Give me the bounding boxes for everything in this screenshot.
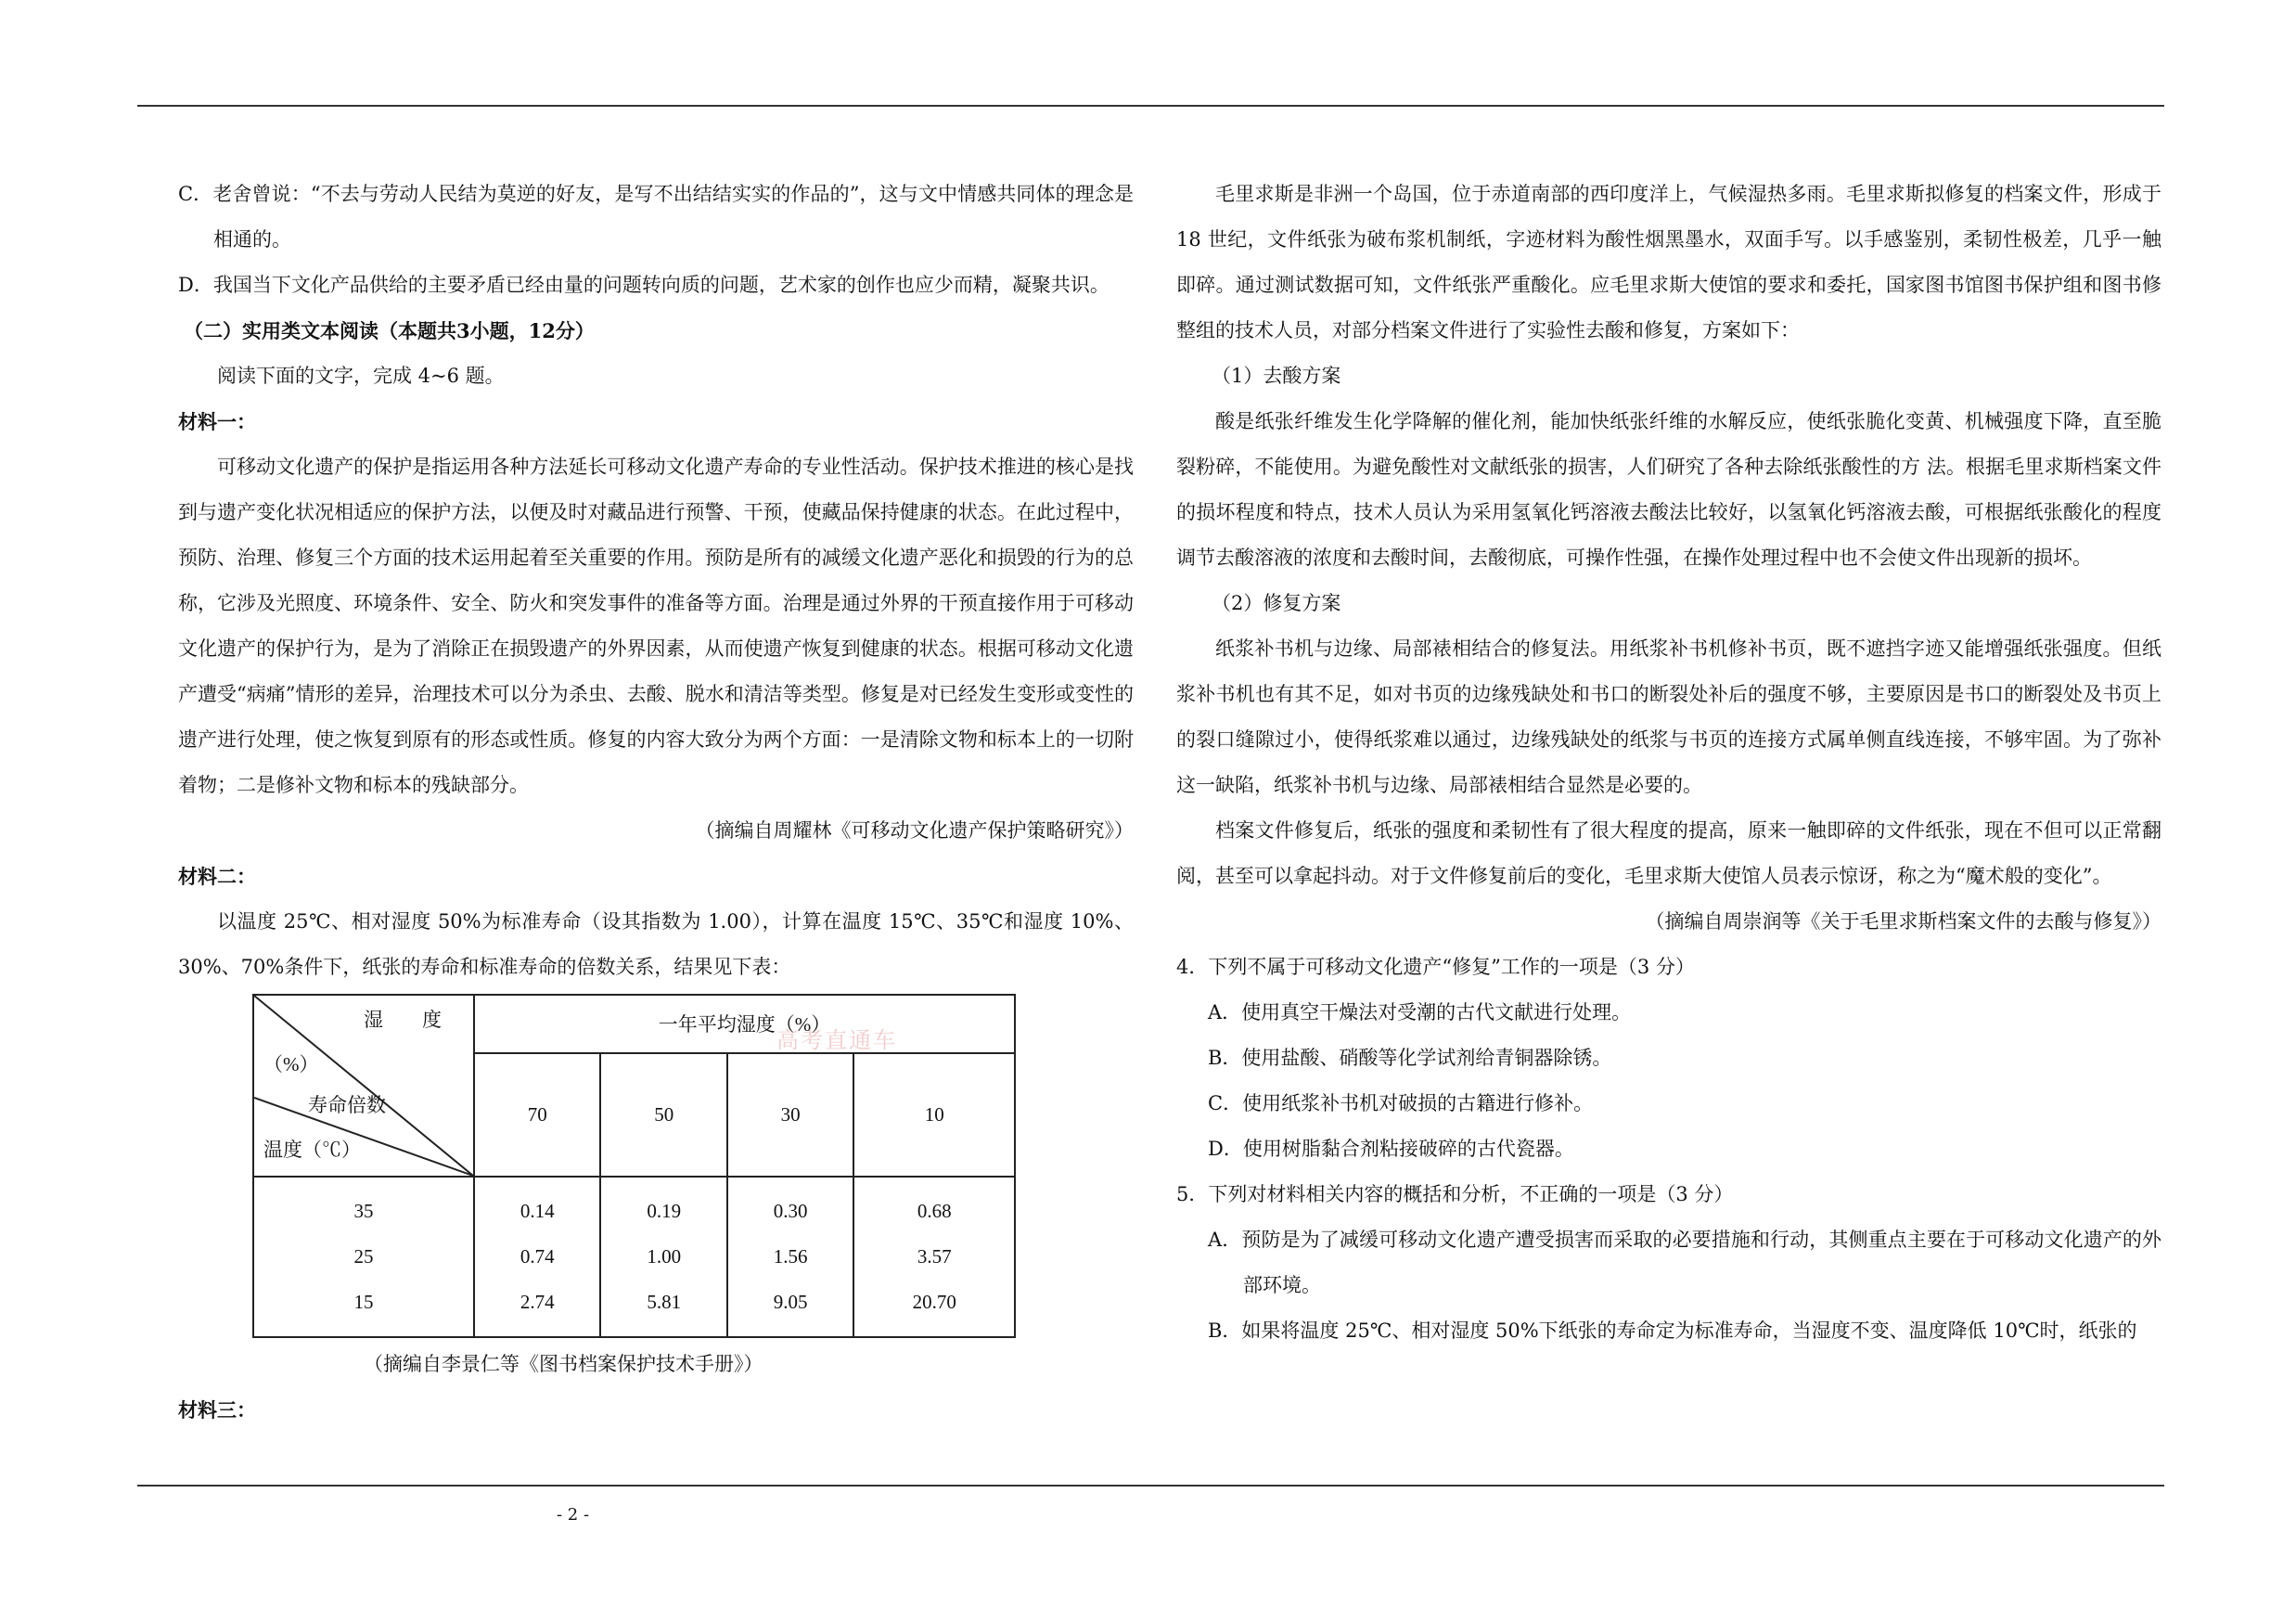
question-4: 4．下列不属于可移动文化遗产“修复”工作的一项是（3 分） bbox=[1176, 956, 1695, 978]
watermark: 高考直通车 bbox=[776, 1027, 897, 1053]
section-heading: （二）实用类文本阅读（本题共3小题，12分） bbox=[184, 319, 595, 342]
material3-para2: 酸是纸张纤维发生化学降解的催化剂，能加快纸张纤维的水解反应，使纸张脆化变黄、机械强度下降，直至脆裂粉碎，不能使用。为避免酸性对文献纸张的损害，人们研究了各种去除纸张酸性的方 法。根据毛里求斯档案文件的损坏程度和特点，技术人员认为采用氢氧化钙溶液去酸法比较好，以氢氧化钙溶液去酸，可根据纸张酸化的程度调节去酸溶液的浓度和去酸时间，去酸彻底，可操作性强，在操作处理过程中也不会使文件出现新的损坏。 bbox=[1176, 410, 2161, 569]
corner-temp: 温度（℃） bbox=[263, 1139, 361, 1161]
lifespan-table bbox=[252, 994, 1016, 1338]
humidity-col: 50 bbox=[600, 1053, 726, 1177]
value-cell-30 bbox=[727, 1177, 853, 1337]
humidity-col: 70 bbox=[474, 1053, 600, 1177]
life-value: 3.57 bbox=[917, 1245, 952, 1268]
option-d: D．我国当下文化产品供给的主要矛盾已经由量的问题转向质的问题，艺术家的创作也应少而精，凝聚共识。 bbox=[178, 274, 1110, 296]
table-source: （摘编自李景仁等《图书档案保护技术手册》） bbox=[364, 1353, 763, 1375]
corner-life: 寿命倍数 bbox=[308, 1094, 386, 1116]
life-value: 5.81 bbox=[647, 1291, 682, 1313]
life-value: 0.68 bbox=[917, 1200, 952, 1222]
humidity-header: 一年平均湿度（%） bbox=[474, 995, 1015, 1053]
life-value: 2.74 bbox=[519, 1291, 555, 1313]
left-column bbox=[178, 172, 1134, 1433]
life-value: 0.74 bbox=[519, 1245, 555, 1268]
humidity-col: 30 bbox=[727, 1053, 853, 1177]
table-corner bbox=[253, 995, 474, 1177]
life-value: 20.70 bbox=[912, 1291, 956, 1313]
q5-option-a: A．预防是为了减缓可移动文化遗产遭受损害而采取的必要措施和行动，其侧重点主要在于可移动文化遗产的外部环境。 bbox=[1208, 1229, 2161, 1296]
q4-option-b: B．使用盐酸、硝酸等化学试剂给青铜器除锈。 bbox=[1208, 1047, 1612, 1069]
temp-value: 35 bbox=[353, 1200, 374, 1222]
material3-para3: 纸浆补书机与边缘、局部裱相结合的修复法。用纸浆补书机修补书页，既不遮挡字迹又能增强纸张强度。但纸浆补书机也有其不足，如对书页的边缘残缺处和书口的断裂处补后的强度不够，主要原因是书口的断裂处及书页上的裂口缝隙过小，使得纸浆难以通过，边缘残缺处的纸浆与书页的连接方式属单侧直线连接，不够牢固。为了弥补这一缺陷，纸浆补书机与边缘、局部裱相结合显然是必要的。 bbox=[1176, 637, 2161, 796]
value-cell-70 bbox=[474, 1177, 600, 1337]
material1-label: 材料一： bbox=[178, 410, 256, 433]
q4-option-d: D．使用树脂黏合剂粘接破碎的古代瓷器。 bbox=[1208, 1138, 1574, 1160]
life-value: 1.00 bbox=[647, 1245, 682, 1268]
right-column bbox=[1176, 172, 2161, 1354]
material3-label: 材料三： bbox=[178, 1398, 256, 1422]
option-c: C．老舍曾说：“不去与劳动人民结为莫逆的好友，是写不出结结实实的作品的”，这与文中情感共同体的理念是相通的。 bbox=[178, 183, 1134, 251]
life-value: 0.19 bbox=[647, 1200, 682, 1222]
material1-text: 可移动文化遗产的保护是指运用各种方法延长可移动文化遗产寿命的专业性活动。保护技术推进的核心是找到与遗产变化状况相适应的保护方法，以便及时对藏品进行预警、干预，使藏品保持健康的状态。在此过程中，预防、治理、修复三个方面的技术运用起着至关重要的作用。预防是所有的减缓文化遗产恶化和损毁的行为的总称，它涉及光照度、环境条件、安全、防火和突发事件的准备等方面。治理是通过外界的干预直接作用于可移动文化遗产的保护行为，是为了消除正在损毁遗产的外界因素，从而使遗产恢复到健康的状态。根据可移动文化遗产遭受“病痛”情形的差异，治理技术可以分为杀虫、去酸、脱水和清洁等类型。修复是对已经发生变形或变性的遗产进行处理，使之恢复到原有的形态或性质。修复的内容大致分为两个方面：一是清除文物和标本上的一切附着物；二是修补文物和标本的残缺部分。 bbox=[178, 456, 1134, 796]
life-value: 9.05 bbox=[773, 1291, 808, 1313]
corner-humidity: 湿 度 bbox=[364, 1009, 442, 1031]
corner-percent: （%） bbox=[263, 1053, 319, 1075]
value-cell-50 bbox=[600, 1177, 726, 1337]
footer-rule bbox=[137, 1485, 2164, 1487]
material3-source: （摘编自周崇润等《关于毛里求斯档案文件的去酸与修复》） bbox=[1645, 910, 2161, 933]
q5-option-b: B．如果将温度 25℃、相对湿度 50%下纸张的寿命定为标准寿命，当湿度不变、温度降低 10℃时，纸张的 bbox=[1208, 1319, 2137, 1342]
q4-option-a: A．使用真空干燥法对受潮的古代文献进行处理。 bbox=[1208, 1001, 1632, 1023]
instruction: 阅读下面的文字，完成 4~6 题。 bbox=[217, 365, 505, 387]
material3-para1: 毛里求斯是非洲一个岛国，位于赤道南部的西印度洋上，气候湿热多雨。毛里求斯拟修复的档案文件，形成于 18 世纪，文件纸张为破布浆机制纸，字迹材料为酸性烟黑墨水，双面手写。以手感鉴别，柔韧性极差，几乎一触即碎。通过测试数据可知，文件纸张严重酸化。应毛里求斯大使馆的要求和委托，国家图书馆图书保护组和图书修整组的技术人员，对部分档案文件进行了实验性去酸和修复，方案如下： bbox=[1176, 183, 2161, 341]
material3-para4: 档案文件修复后，纸张的强度和柔韧性有了很大程度的提高，原来一触即碎的文件纸张，现在不但可以正常翻阅，甚至可以拿起抖动。对于文件修复前后的变化，毛里求斯大使馆人员表示惊讶，称之为“魔术般的变化”。 bbox=[1176, 819, 2161, 887]
lifespan-table-wrap bbox=[252, 994, 1016, 1338]
material2-label: 材料二： bbox=[178, 865, 256, 888]
life-value: 0.30 bbox=[773, 1200, 808, 1222]
temperature-cell bbox=[253, 1177, 474, 1337]
q4-option-c: C．使用纸浆补书机对破损的古籍进行修补。 bbox=[1208, 1092, 1594, 1114]
header-rule bbox=[137, 105, 2164, 107]
life-value: 0.14 bbox=[519, 1200, 555, 1222]
repair-heading: （2）修复方案 bbox=[1212, 592, 1341, 614]
question-5: 5．下列对材料相关内容的概括和分析，不正确的一项是（3 分） bbox=[1176, 1183, 1734, 1205]
deacid-heading: （1）去酸方案 bbox=[1212, 365, 1341, 387]
humidity-col: 10 bbox=[853, 1053, 1015, 1177]
value-cell-10 bbox=[853, 1177, 1015, 1337]
temp-value: 15 bbox=[353, 1291, 374, 1313]
material2-text: 以温度 25℃、相对湿度 50%为标准寿命（设其指数为 1.00），计算在温度 15℃、35℃和湿度 10%、30%、70%条件下，纸张的寿命和标准寿命的倍数关系，结果见下表： bbox=[178, 910, 1134, 978]
page-number: - 2 - bbox=[557, 1505, 590, 1525]
life-value: 1.56 bbox=[773, 1245, 808, 1268]
material1-source: （摘编自周耀林《可移动文化遗产保护策略研究》） bbox=[695, 819, 1134, 842]
temp-value: 25 bbox=[353, 1245, 374, 1268]
